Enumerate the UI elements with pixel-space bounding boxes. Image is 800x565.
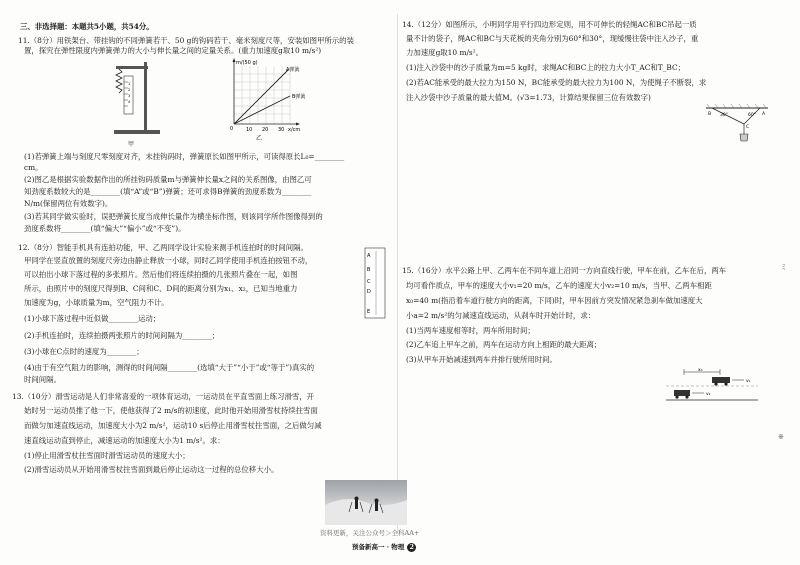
q11-line: (1)若弹簧上端与刻度尺零刻度对齐，未挂钩码时，弹簧原长如图甲所示，可读得原长L₀=________	[24, 152, 345, 161]
side-mark-top: ミ	[780, 263, 787, 271]
q13-line: (2)滑雪运动员从开始用滑雪杖拄雪面到最后停止运动这一过程的总位移大小。	[24, 465, 279, 474]
q14-line: (2)若AC能承受的最大拉力为150 N，BC能承受的最大拉力为100 N，为使绳子不断裂，求	[406, 78, 707, 87]
side-mark-bottom: ※	[778, 433, 784, 441]
point-b: B	[708, 112, 712, 117]
q11-line: cm。	[24, 163, 43, 172]
figure-q14-ropes	[702, 100, 772, 150]
photo-mark: B	[367, 267, 371, 273]
q12-line: (3)小球在C点时的速度为________；	[24, 347, 144, 356]
angle-30: 30°	[720, 113, 728, 118]
graph-x-tick: 30	[278, 127, 285, 133]
q12-line: 时间间隔。	[24, 375, 61, 384]
point-c: C	[746, 125, 750, 130]
figure-ball-photo	[364, 247, 388, 319]
ruler-digit: 4	[128, 100, 131, 104]
q13-line: 13.（10分）滑雪运动是人们非常喜爱的一项体育运动，一运动员在平直雪面上练习滑雪，开	[12, 392, 315, 401]
q15-line: 15.（16分）水平公路上甲、乙两车在不同车道上沿同一方向直线行驶，甲车在前，乙车在后，两车	[402, 266, 727, 275]
ruler-digit: 2	[128, 88, 131, 92]
q14-line: 14.（12分）如图所示，小明同学用平行四边形定则，用不可伸长的轻绳AC和BC吊起一质	[402, 20, 697, 29]
q12-line: 甲同学在竖直放置的刻度尺旁边由静止释放一小球，同时乙同学使用手机连拍按钮不动，	[24, 256, 313, 265]
q11-line: 知劲度系数较大的是________(填“A”或“B”)弹簧；还可求得B弹簧的劲度系数为________	[24, 187, 312, 196]
figure-yi-label: 乙	[256, 135, 263, 142]
q11-line: 置，探究在弹性限度内弹簧弹力的大小与伸长量之间的定量关系。(重力加速度g取10 m/s²)	[24, 46, 322, 55]
q15-line: x₀=40 m(指沿着车道行驶方向的距离，下同)时，甲车因前方突发情况紧急刹车做加速度大	[406, 296, 703, 305]
q15-line: (1)当两车速度相等时，两车所用时间；	[406, 326, 535, 335]
graph-x-tick: 10	[246, 127, 253, 133]
photo-mark: E	[367, 309, 371, 315]
figure-jia-apparatus	[104, 58, 174, 138]
angle-60: 60°	[748, 113, 756, 118]
column-divider	[397, 14, 398, 534]
q15-line: 小a=2 m/s²的匀减速直线运动，从刹车时开始计时，求：	[406, 311, 596, 320]
q15-line: 均可看作质点，甲车的速度大小v₁=20 m/s，乙车的速度大小v₂=10 m/s，当甲、乙两车相距	[406, 281, 712, 290]
page-number: 2	[407, 543, 416, 552]
q12-line: 可以拍出小球下落过程的多张照片。然后他们将连续拍摄的几张照片叠在一起，如图	[24, 270, 298, 279]
page-label: 预备新高一 · 物理	[352, 543, 405, 551]
q11-line: (2)图乙是根据实验数据作出的所挂钩码质量m与弹簧伸长量x之间的关系图像，由图乙可	[24, 175, 312, 184]
figure-yi-graph	[222, 56, 332, 136]
q13-line: 始时另一运动员推了他一下，使他获得了2 m/s的初速度，此时他开始用滑雪杖持续拄雪面	[24, 406, 318, 415]
point-a: A	[762, 112, 766, 117]
q12-line: (2)手机连拍时，连续拍摄两张照片的时间间隔为________；	[24, 331, 220, 340]
graph-origin: 0	[230, 126, 234, 132]
graph-y-label: m/(50 g)	[236, 60, 258, 66]
figure-jia-label: 甲	[128, 141, 135, 148]
q12-line: 所示，由照片中的刻度尺得到B、C间和C、D间的距离分别为x₁、x₂，已知当地重力	[24, 284, 298, 293]
q11-line: (3)若其同学做实验时，误把弹簧长度当成伸长量作为横坐标作图，则该同学所作图像得到的	[24, 212, 323, 221]
section-header: 三、非选择题：本题共5小题，共54分。	[20, 22, 154, 31]
photo-mark: C	[367, 279, 371, 285]
q15-line: (3)从甲车开始减速到两车并排行驶所用时间。	[406, 355, 557, 364]
q14-line: 注入沙袋中沙子质量的最大值M。(√3=1.73，计算结果保留三位有效数字)	[406, 93, 651, 102]
graph-line-b-label: B弹簧	[292, 94, 306, 100]
q12-line: (1)小球下落过程中近似做________运动；	[24, 314, 161, 323]
q12-line: 12.（8分）智能手机具有连拍功能，甲、乙两同学设计实验来测手机连拍时的时间间隔。	[18, 243, 308, 252]
graph-x-tick: 20	[262, 127, 269, 133]
ruler-digit: 1	[128, 82, 131, 86]
speed-v2: v₂	[706, 392, 711, 397]
q13-line: 速直线运动直到停止，减速运动的加速度大小为1 m/s²。求：	[24, 436, 225, 445]
q11-line: N/m(保留两位有效数字)。	[24, 199, 113, 208]
q14-line: (1)注入沙袋中的沙子质量为m=5 kg时，求绳AC和BC上的拉力大小T_AC和T_BC；	[406, 63, 685, 72]
q15-line: (2)乙车追上甲车之前，两车在运动方向上相距的最大距离；	[406, 340, 602, 349]
q11-line: 11.（8分）用铁架台、带挂钩的不同弹簧若干、50 g的钩码若干、毫米刻度尺等，安装如图甲所示的装	[18, 36, 354, 45]
q14-line: 力加速度g取10 m/s²。	[406, 48, 484, 57]
q12-line: (4)由于有空气阻力的影响，测得的时间间隔________(选填“大于”“小于”或“等于”)真实的	[24, 363, 315, 372]
q14-line: 量不计的袋子，绳AC和BC与天花板的夹角分别为60°和30°，现缓慢往袋中注入沙子，重	[406, 34, 699, 43]
q13-line: (1)停止用滑雪杖拄雪面时滑雪运动员的速度大小；	[24, 451, 190, 460]
figure-q15-cars	[664, 366, 760, 402]
graph-x-label: x/cm	[288, 127, 301, 133]
page-footer	[352, 542, 416, 552]
q13-line: 而做匀加速直线运动，加速度大小为2 m/s²，运动10 s后停止用滑雪杖拄雪面，之后做匀减	[24, 421, 322, 430]
skiing-photo	[325, 480, 407, 525]
speed-v1: v₁	[746, 379, 751, 384]
ruler-digit: 3	[128, 94, 131, 98]
photo-mark: A	[367, 253, 371, 259]
photo-mark: D	[367, 289, 371, 295]
q12-line: 加速度为g，小球质量为m，空气阻力不计。	[24, 298, 169, 307]
photo-caption: 资料更新，关注公众号＞全科AA+	[320, 529, 420, 537]
graph-line-a-label: A弹簧	[286, 67, 300, 73]
q11-line: 劲度系数将________(填“偏大”“偏小”或“不变”)。	[24, 224, 186, 233]
distance-x0: x₀	[698, 368, 703, 373]
